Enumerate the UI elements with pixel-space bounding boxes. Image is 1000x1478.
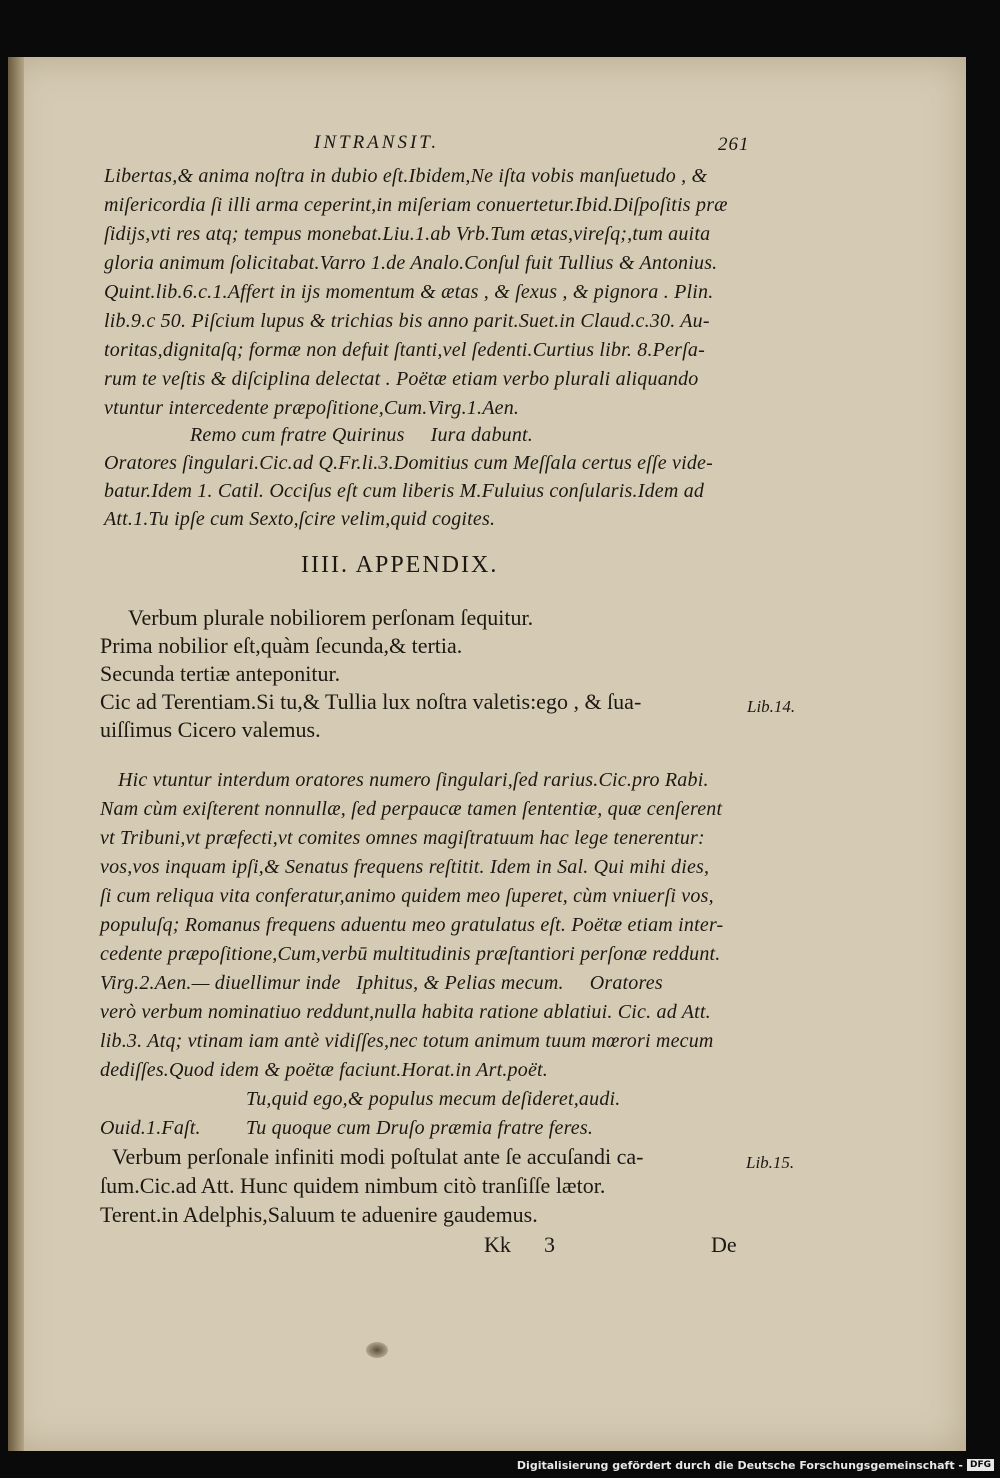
text-line: ſi cum reliqua vita conferatur,animo quidem meo ſuperet, cùm vniuerſi vos, bbox=[100, 885, 714, 907]
verse-source: Ouid.1.Faſt. bbox=[100, 1117, 201, 1139]
text-line: rum te veſtis & diſciplina delectat . Poëtæ etiam verbo plurali aliquando bbox=[104, 368, 699, 390]
verse-line: Remo cum fratre Quirinus Iura dabunt. bbox=[190, 424, 533, 446]
rule-line: uiſſimus Cicero valemus. bbox=[100, 717, 321, 742]
text-line: miſericordia ſi illi arma ceperint,in miſeriam conuertetur.Ibid.Diſpoſitis præ bbox=[104, 194, 728, 216]
verse-line: Tu,quid ego,& populus mecum deſideret,audi. bbox=[246, 1088, 621, 1110]
text-line: Nam cùm exiſterent nonnullæ, ſed perpaucæ tamen ſententiæ, quæ cenſerent bbox=[100, 798, 723, 820]
rule-line: Verbum perſonale infiniti modi poſtulat ante ſe accuſandi ca- bbox=[112, 1144, 644, 1169]
text-line: Oratores ſingulari.Cic.ad Q.Fr.li.3.Domitius cum Meſſala certus eſſe vide- bbox=[104, 452, 713, 474]
rule-line: ſum.Cic.ad Att. Hunc quidem nimbum citò tranſiſſe lætor. bbox=[100, 1173, 606, 1198]
footer-text: Digitalisierung gefördert durch die Deutsche Forschungsgemeinschaft - bbox=[516, 1458, 963, 1472]
dfg-logo-icon: DFG bbox=[967, 1459, 994, 1471]
catchword: De bbox=[711, 1232, 737, 1257]
ink-smudge bbox=[366, 1342, 388, 1358]
running-title: INTRANSIT. bbox=[314, 132, 440, 153]
text-line: Att.1.Tu ipſe cum Sexto,ſcire velim,quid cogites. bbox=[104, 508, 496, 530]
page-number: 261 bbox=[718, 134, 750, 155]
text-line: Quint.lib.6.c.1.Affert in ijs momentum & ætas , & ſexus , & pignora . Plin. bbox=[104, 281, 714, 303]
text-line: batur.Idem 1. Catil. Occiſus eſt cum liberis M.Fuluius conſularis.Idem ad bbox=[104, 480, 705, 502]
margin-note: Lib.15. bbox=[746, 1153, 795, 1172]
text-line: verò verbum nominatiuo reddunt,nulla habita ratione ablatiui. Cic. ad Att. bbox=[100, 1001, 711, 1023]
rule-line: Terent.in Adelphis,Saluum te aduenire gaudemus. bbox=[100, 1202, 538, 1227]
text-line: Hic vtuntur interdum oratores numero ſingulari,ſed rarius.Cic.pro Rabi. bbox=[118, 769, 709, 791]
text-line: gloria animum ſolicitabat.Varro 1.de Analo.Conſul fuit Tullius & Antonius. bbox=[104, 252, 718, 274]
page-binding-edge bbox=[8, 57, 24, 1451]
text-line: vtuntur intercedente præpoſitione,Cum.Virg.1.Aen. bbox=[104, 397, 520, 419]
text-line: dediſſes.Quod idem & poëtæ faciunt.Horat.in Art.poët. bbox=[100, 1059, 548, 1081]
verse-line: Tu quoque cum Druſo præmia fratre feres. bbox=[246, 1117, 594, 1139]
footer-credit bbox=[517, 1456, 994, 1474]
rule-line: Secunda tertiæ anteponitur. bbox=[100, 661, 341, 686]
text-line: Virg.2.Aen.— diuellimur inde Iphitus, & Pelias mecum. Oratores bbox=[100, 972, 663, 994]
text-line: Libertas,& anima noſtra in dubio eſt.Ibidem,Ne iſta vobis manſuetudo , & bbox=[104, 165, 708, 187]
rule-line: Prima nobilior eſt,quàm ſecunda,& tertia. bbox=[100, 633, 463, 658]
text-line: vos,vos inquam ipſi,& Senatus frequens reſtitit. Idem in Sal. Qui mihi dies, bbox=[100, 856, 710, 878]
text-line: toritas,dignitaſq; formæ non defuit ſtanti,vel ſedenti.Curtius libr. 8.Perſa- bbox=[104, 339, 705, 361]
section-heading: IIII. APPENDIX. bbox=[301, 552, 499, 578]
text-line: populuſq; Romanus frequens aduentu meo gratulatus eſt. Poëtæ etiam inter- bbox=[100, 914, 724, 936]
text-line: vt Tribuni,vt præfecti,vt comites omnes magiſtratuum hac lege tenerentur: bbox=[100, 827, 705, 849]
text-line: lib.3. Atq; vtinam iam antè vidiſſes,nec totum animum tuum mœrori mecum bbox=[100, 1030, 714, 1052]
book-page bbox=[8, 57, 966, 1451]
text-line: cedente præpoſitione,Cum,verbū multitudinis præſtantiori perſonæ reddunt. bbox=[100, 943, 721, 965]
text-line: ſidijs,vti res atq; tempus monebat.Liu.1.ab Vrb.Tum ætas,vireſq;,tum auita bbox=[104, 223, 711, 245]
text-line: lib.9.c 50. Piſcium lupus & trichias bis anno parit.Suet.in Claud.c.30. Au- bbox=[104, 310, 710, 332]
rule-line: Cic ad Terentiam.Si tu,& Tullia lux noſtra valetis:ego , & ſua- bbox=[100, 689, 642, 714]
rule-line: Verbum plurale nobiliorem perſonam ſequitur. bbox=[128, 605, 534, 630]
signature-number: 3 bbox=[544, 1232, 555, 1257]
signature-mark: Kk bbox=[484, 1232, 511, 1257]
margin-note: Lib.14. bbox=[747, 697, 796, 716]
